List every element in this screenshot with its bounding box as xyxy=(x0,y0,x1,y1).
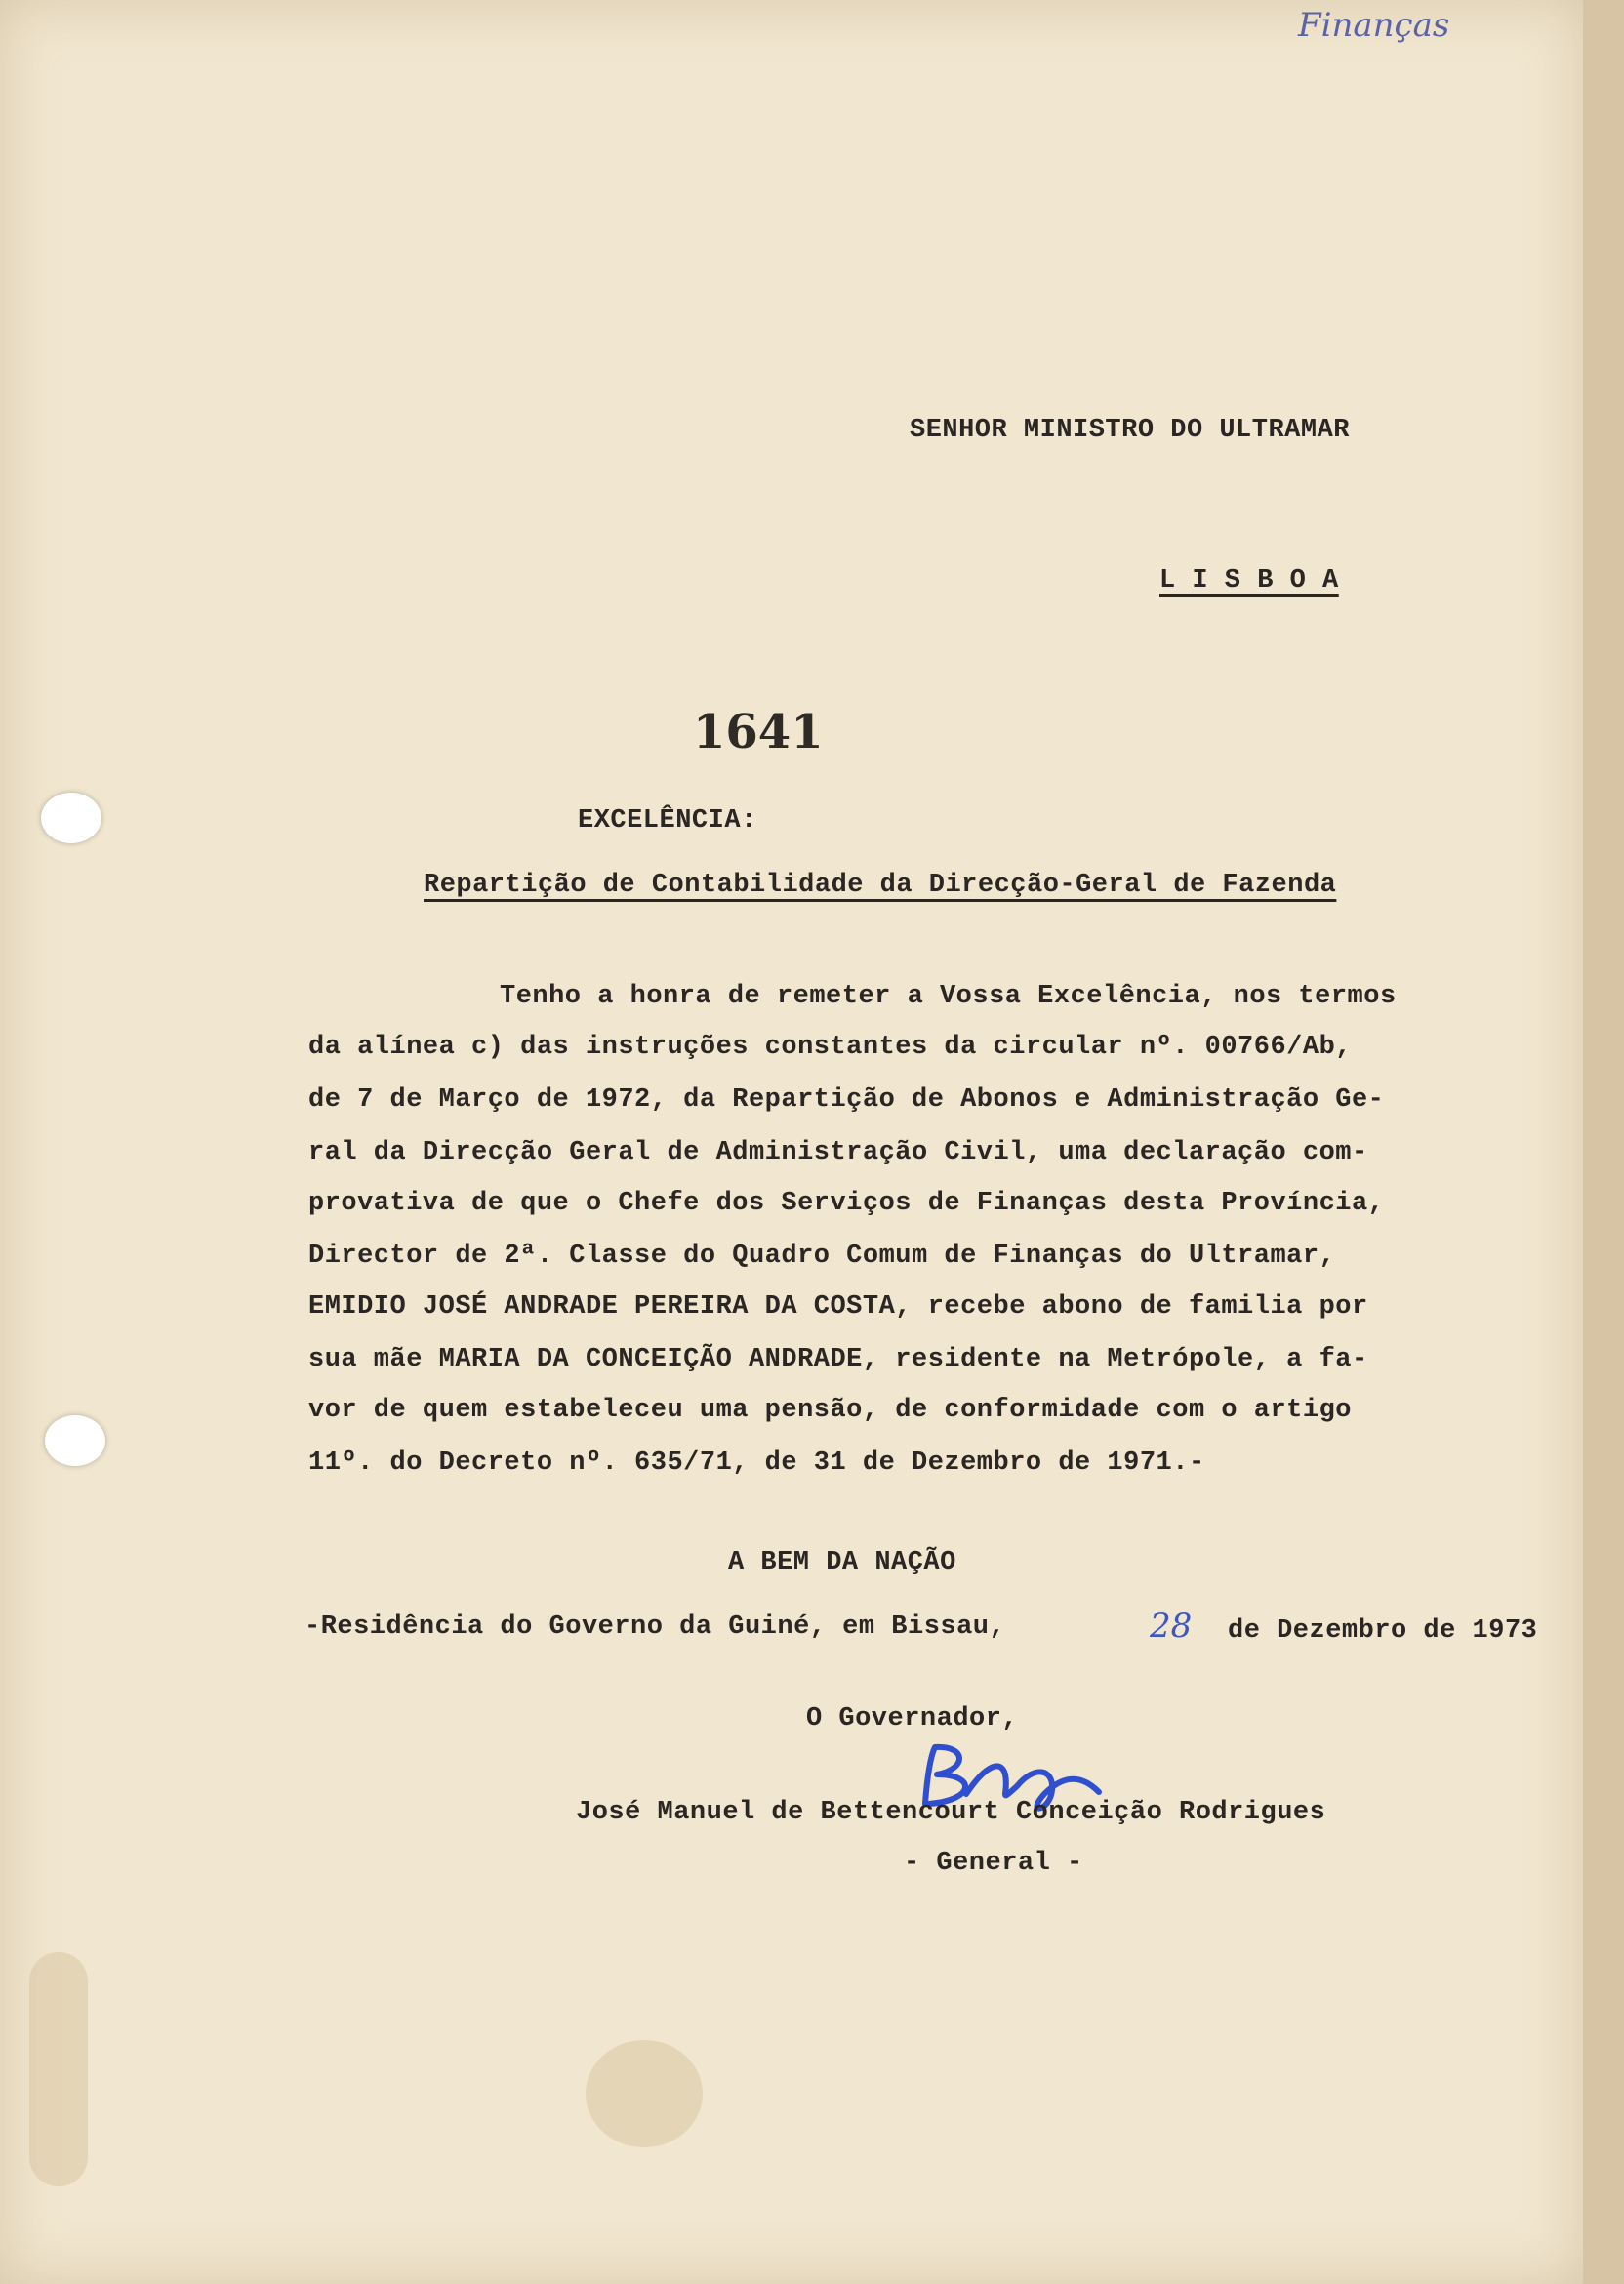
body-line: EMIDIO JOSÉ ANDRADE PEREIRA DA COSTA, recebe abono de familia por xyxy=(308,1292,1368,1322)
body-line: Tenho a honra de remeter a Vossa Excelência, nos termos xyxy=(500,982,1397,1011)
margin-handwritten-note: Finanças xyxy=(1298,6,1450,45)
body-line: sua mãe MARIA DA CONCEIÇÃO ANDRADE, residente na Metrópole, a fa- xyxy=(308,1345,1368,1374)
salutation: EXCELÊNCIA: xyxy=(578,806,757,836)
addressee: SENHOR MINISTRO DO ULTRAMAR xyxy=(910,416,1350,445)
punch-hole-top xyxy=(41,793,102,843)
body-line: de 7 de Março de 1972, da Repartição de Abonos e Administração Ge- xyxy=(308,1085,1385,1115)
body-line: 11º. do Decreto nº. 635/71, de 31 de Dezembro de 1971.- xyxy=(308,1448,1205,1478)
body-line: Director de 2ª. Classe do Quadro Comum de Finanças do Ultramar, xyxy=(308,1242,1336,1271)
signer-name: José Manuel de Bettencourt Conceição Rodrigues xyxy=(576,1798,1326,1827)
body-line: provativa de que o Chefe dos Serviços de Finanças desta Província, xyxy=(308,1189,1385,1218)
signer-rank: - General - xyxy=(904,1849,1083,1878)
motto: A BEM DA NAÇÃO xyxy=(728,1548,956,1577)
document-number: 1641 xyxy=(693,705,824,759)
closing-date-suffix: de Dezembro de 1973 xyxy=(1228,1616,1538,1646)
body-line: ral da Direcção Geral de Administração Civil, uma declaração com- xyxy=(308,1138,1368,1167)
subject-line: Repartição de Contabilidade da Direcção-Geral de Fazenda xyxy=(424,871,1337,900)
signer-title: O Governador, xyxy=(806,1704,1019,1733)
paper-stain xyxy=(586,2040,703,2147)
handwritten-day: 28 xyxy=(1150,1607,1193,1646)
body-line: vor de quem estabeleceu uma pensão, de conformidade com o artigo xyxy=(308,1396,1352,1425)
closing-place-prefix: -Residência do Governo da Guiné, em Bissau, xyxy=(304,1612,1006,1642)
punch-hole-bottom xyxy=(45,1415,105,1466)
body-line: da alínea c) das instruções constantes da circular nº. 00766/Ab, xyxy=(308,1033,1352,1062)
city: L I S B O A xyxy=(1159,566,1339,595)
page-edge xyxy=(1583,0,1624,2284)
paper-stain xyxy=(29,1952,88,2186)
